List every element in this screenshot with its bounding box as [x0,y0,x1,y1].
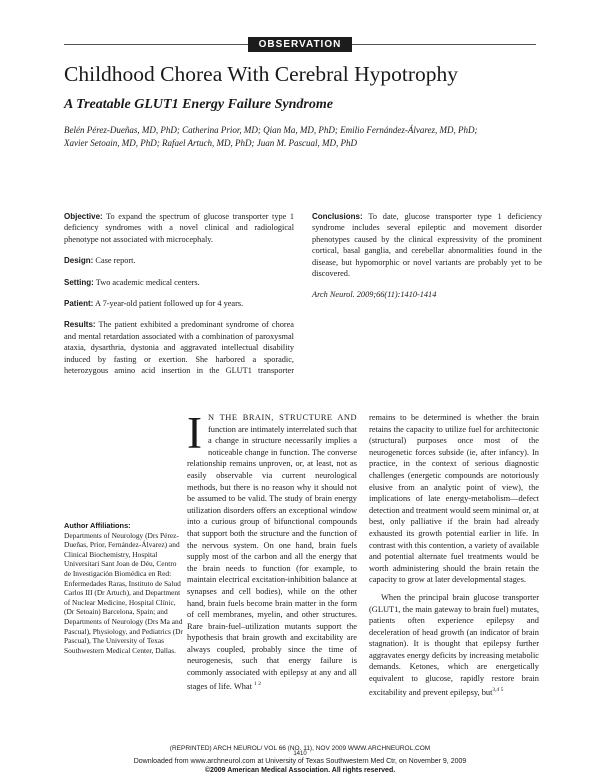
objective-label: Objective: [64,212,103,221]
ref-superscript: 1 [254,680,257,687]
patient-label: Patient: [64,299,94,309]
abstract-setting [64,277,294,288]
author-affiliations [64,521,184,655]
ref-superscript: 5 [499,686,504,693]
body-intro-paragraph [187,408,357,692]
footer-copyright: ©2009 American Medical Association. All rights reserved. [204,767,396,774]
section-banner: OBSERVATION [248,37,352,52]
affiliations-text: Departments of Neurology (Drs Pérez-Dueñas, Prior, Fernández-Álvarez) and Clinical Biochemistry, Hospital Universitari Sant Joan de Déu, Centro de Investigación Biomédica en Red: Enfermedades Raras, Instituto de Salud Carlos III (Dr Artuch), and Department of Nuclear Medicine, Hospital Clínic, (Dr Setoain) Barcelona, Spain; and Departments of Neurology (Drs Ma and Pascual), Physiology, and Pediatrics (Dr Pascual), The University of Texas Southwestern Medical Center, Dallas. [64,530,183,655]
conclusions-text: To date, glucose transporter type 1 deficiency syndrome includes several epileptic and movement disorder phenotypes caused by the clinical expressivity of the prominent cortical, basal ganglia, and cerebellar abnormalities found in the disease, but hypomorphic or novel variants are probably yet to be discovered. [312,212,542,279]
ref-superscript: 3,4 [492,686,500,693]
abstract-results [64,319,294,375]
author-list [64,124,544,150]
patient-text: A 7-year-old patient followed up for 4 years. [94,299,244,309]
article-title: Childhood Chorea With Cerebral Hypotrophy [64,62,459,86]
setting-label: Setting: [64,277,94,287]
affiliations-heading: Author Affiliations: [64,521,131,530]
body-column-1 [187,408,357,692]
header-rule-left [64,44,248,45]
objective-text: To expand the spectrum of glucose transporter type 1 deficiency syndromes with a novel clinical and radiological phenotype not associated with microcephaly. [64,212,294,244]
setting-text: Two academic medical centers. [95,277,200,287]
drop-cap: I [187,408,202,458]
abstract-left-column [64,211,294,385]
results-text: The patient exhibited a predominant syndrome of chorea and mental retardation associated with a combination of paroxysmal ataxia, dysarthria, dystonia and aggravated intellectual disability induced by fasting or exertion. She harbored a sporadic, heterozygous amino acid insertion in the GLUT1 transporter [64,320,294,376]
citation: Arch Neurol. 2009;66(11):1410-1414 [312,290,437,300]
body-col1-text: function are intimately interrelated such that a change in structure necessarily implies a noticeable change in function. The converse relationship remains unproven, or, at least, not as easily observable via current neurological methods, but there is no reason why it should not be assumed to be valid. The study of brain energy utilization disorders offers an exceptional window into a curious group of bifunctional compounds that support both the structure and the function of the nervous system. On one hand, brain fuels supply most of the carbon and all the energy that the brain needs to function (for example, to maintain electrical excitation-inhibition balance at synapses and cell bodies), while on the other hand, brain fuels become brain matter in the form of cell membranes, myelin, and other structures. Rare brain-fuel–utilization mutants support the hypothesis that brain growth and excitability are always coupled, probably since the time of neurogenesis, such that energy failure is commonly associated with epilepsy at any and all stages of life. What [187,424,357,691]
results-label: Results: [64,320,96,330]
body-column-2 [369,412,539,698]
conclusions-label: Conclusions: [312,212,363,221]
footer-page-number: 1410 [293,751,307,757]
abstract-design [64,255,294,266]
ref-superscript: 2 [256,680,261,687]
body-col2-paragraph-1: remains to be determined is whether the brain retains the capacity to utilize fuel for architectonic (structural) purposes once most of the neurogenetic forces subside (ie, after infancy). In practice, in the context of serious diagnostic challenges (energetic compounds are notoriously elusive from an analytic point of view), the implications of late energy-metabolism—defect detection and treatment would seem minimal or, at best, only palliative if the brain had already exhausted its growth potential earlier in life. In contrast with this contention, a variety of available and potential alternate fuel treatments would be worth administering should the brain retain the capacity to grow at later developmental stages. [369,413,539,585]
design-label: Design: [64,256,94,266]
author-line-1: Belén Pérez-Dueñas, MD, PhD; Catherina Prior, MD; Qian Ma, MD, PhD; Emilio Fernández-Álvarez, MD, PhD; [64,125,478,135]
abstract-conclusions [312,211,542,279]
abstract-patient [64,298,294,309]
footer-journal-line: (REPRINTED) ARCH NEUROL/ VOL 66 (NO. 11), NOV 2009 WWW.ARCHNEUROL.COM [169,745,431,752]
abstract-objective [64,211,294,245]
article-subtitle: A Treatable GLUT1 Energy Failure Syndrome [64,97,333,112]
header-rule-right [352,44,536,45]
design-text: Case report. [95,256,136,266]
footer-download-line: Downloaded from www.archneurol.com at University of Texas Southwestern Med Ctr, on November 9, 2009 [133,758,467,765]
abstract-right-column [312,211,542,311]
author-line-2: Xavier Setoain, MD, PhD; Rafael Artuch, MD, PhD; Juan M. Pascual, MD, PhD [64,138,358,148]
body-col2-paragraph-2: When the principal brain glucose transporter (GLUT1, the main gateway to brain fuel) mutates, patients often experience epilepsy and deceleration of head growth (an indicator of brain stagnation). It is thought that epilepsy further aggravates energy deficits by increasing metabolic demands. Ketones, which are energetically equivalent to glucose, rapidly restore brain excitability and prevent epilepsy, but$^{3,4}$ $^5$ [369,592,539,697]
lead-in-caps: N THE BRAIN, STRUCTURE AND [208,413,357,422]
